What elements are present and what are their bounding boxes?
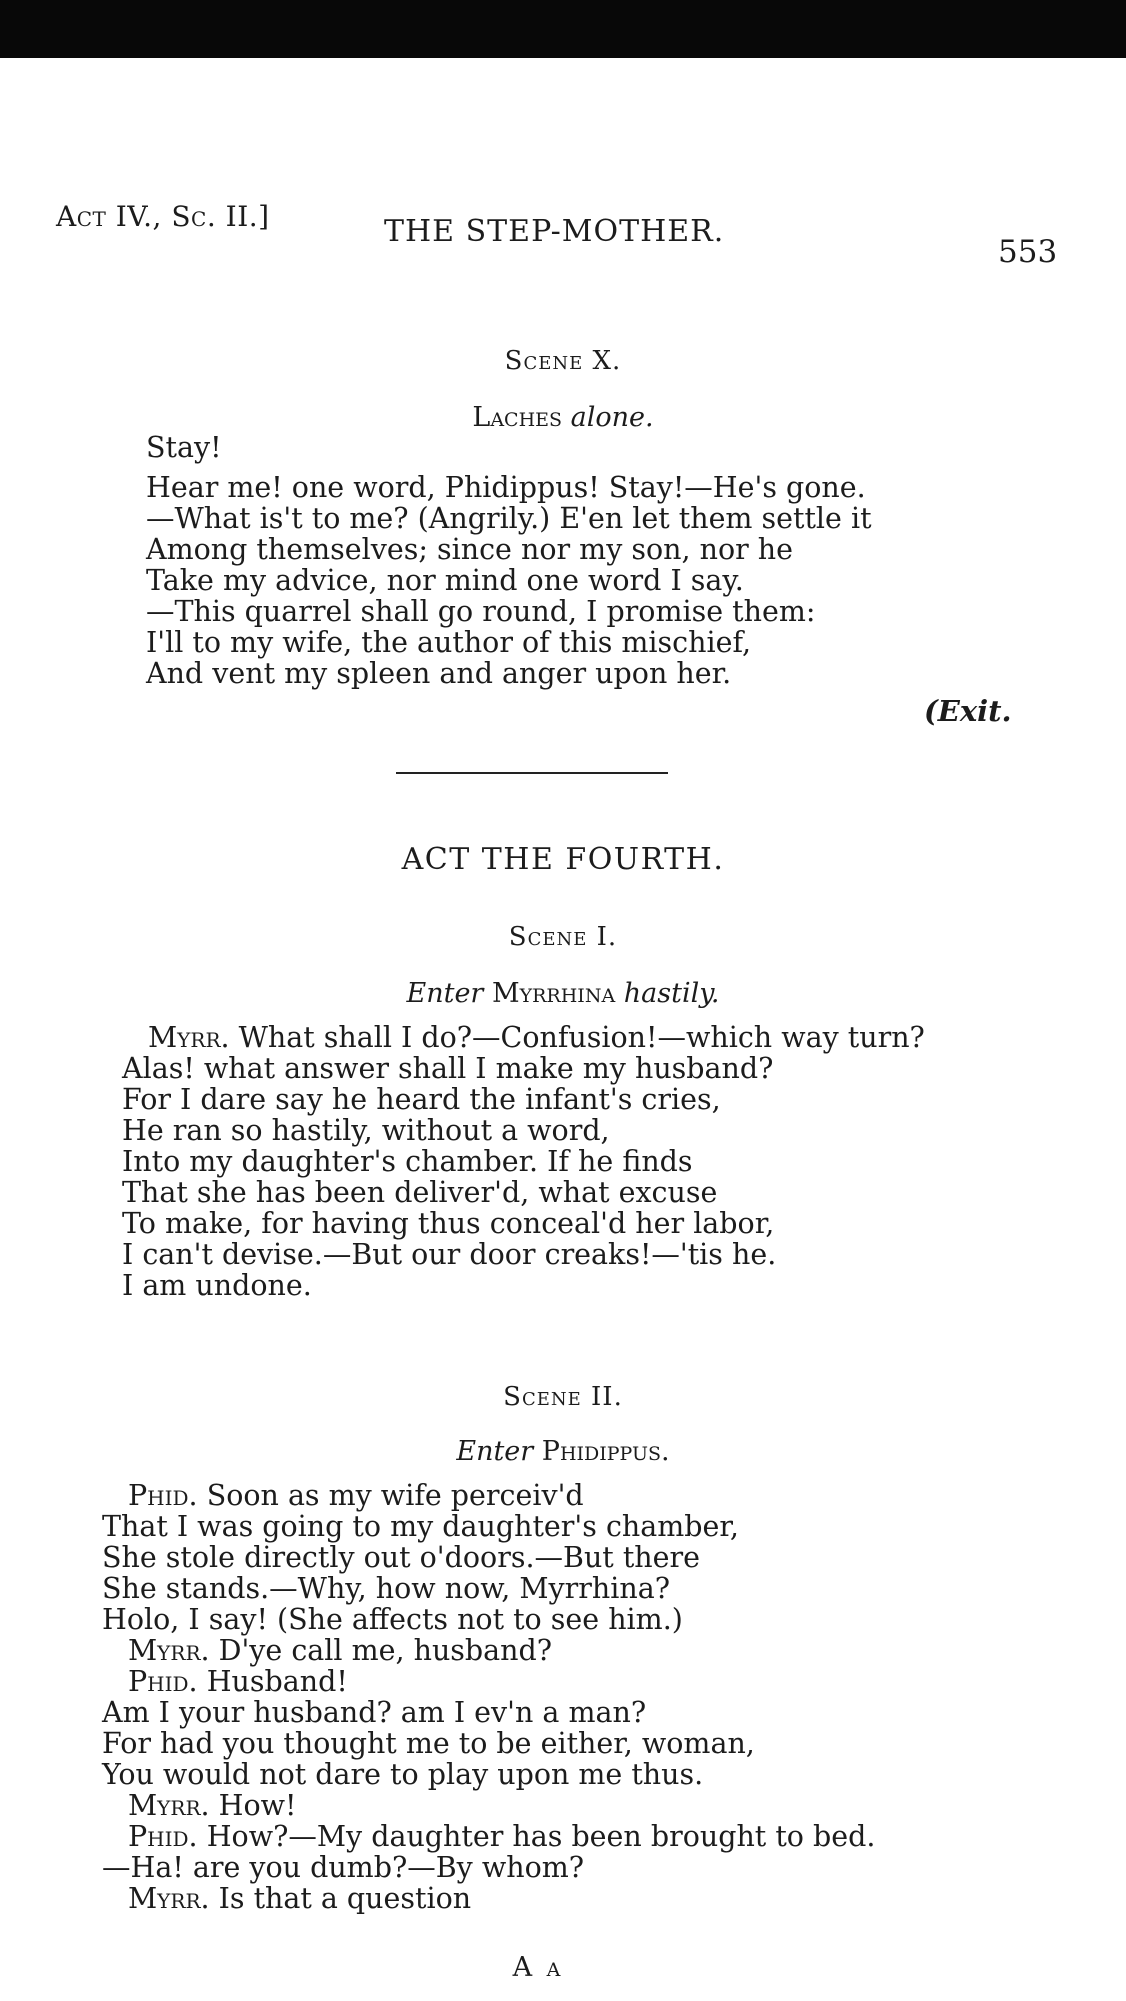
verse-line — [102, 1480, 875, 1511]
verse-line — [102, 1790, 875, 1821]
stage-note: alone. — [570, 402, 654, 433]
scene-ii-heading: Scene II. — [503, 1382, 623, 1412]
speaker-name: Phid. — [128, 1820, 198, 1853]
speaker-name: Myrr. — [128, 1789, 210, 1822]
scene-x-stage-direction — [0, 402, 1126, 433]
scene-x-heading: Scene X. — [504, 346, 622, 376]
verse-line: I can't devise.—But our door creaks!—'tis he. — [122, 1238, 777, 1271]
verse-line: To make, for having thus conceal'd her labor, — [122, 1207, 775, 1240]
verse-line: For I dare say he heard the infant's cries, — [122, 1083, 721, 1116]
verse-line: She stands.—Why, how now, Myrrhina? — [102, 1572, 670, 1605]
verse-line: That I was going to my daughter's chamber, — [102, 1510, 739, 1543]
verse-line: Into my daughter's chamber. If he finds — [122, 1145, 693, 1178]
exit-direction: (Exit. — [924, 694, 1012, 728]
scene-i-stage-direction — [0, 978, 1126, 1009]
verse-line: —Ha! are you dumb?—By whom? — [102, 1851, 585, 1884]
stage-note: hastily. — [623, 978, 720, 1009]
verse-line: For had you thought me to be either, woman, — [102, 1727, 755, 1760]
verse-line: —This quarrel shall go round, I promise them: — [146, 595, 816, 628]
verse-line — [102, 1666, 875, 1697]
speaker-name: Myrr. — [128, 1882, 210, 1915]
verse-line: She stole directly out o'doors.—But there — [102, 1541, 700, 1574]
page-number: 553 — [998, 234, 1058, 270]
scene-ii-stage-direction — [0, 1436, 1126, 1467]
line-text: D'ye call me, husband? — [218, 1634, 553, 1667]
verse-line: I am undone. — [122, 1269, 312, 1302]
running-head — [56, 196, 1058, 270]
stage-enter: Enter — [456, 1436, 534, 1467]
verse-line: He ran so hastily, without a word, — [122, 1114, 610, 1147]
line-text: How! — [218, 1789, 297, 1822]
signature-mark: A a — [512, 1952, 564, 1983]
verse-line — [122, 1022, 925, 1053]
verse-line — [102, 1821, 875, 1852]
running-head-title: THE STEP-MOTHER. — [384, 214, 725, 249]
verse-line — [102, 1635, 875, 1666]
verse-line: That she has been deliver'd, what excuse — [122, 1176, 718, 1209]
scene-x-verse — [146, 432, 872, 689]
line-text: How?—My daughter has been brought to bed. — [206, 1820, 876, 1853]
line-text: Is that a question — [218, 1882, 472, 1915]
speaker-name: Phid. — [128, 1479, 198, 1512]
verse-line: —What is't to me? (Angrily.) E'en let them settle it — [146, 502, 872, 535]
speaker-name: Phid. — [128, 1665, 198, 1698]
verse-line: Take my advice, nor mind one word I say. — [146, 564, 744, 597]
verse-line: Holo, I say! (She affects not to see him.) — [102, 1603, 683, 1636]
verse-line: And vent my spleen and anger upon her. — [146, 657, 732, 690]
running-head-act: Act IV., Sc. II.] — [56, 200, 270, 233]
verse-line: Am I your husband? am I ev'n a man? — [102, 1696, 647, 1729]
stage-character: Phidippus. — [541, 1436, 670, 1467]
verse-line: Alas! what answer shall I make my husband? — [122, 1052, 774, 1085]
verse-line: Hear me! one word, Phidippus! Stay!—He's gone. — [146, 471, 866, 504]
line-text: What shall I do?—Confusion!—which way turn? — [238, 1021, 925, 1054]
verse-line: You would not dare to play upon me thus. — [102, 1758, 704, 1791]
verse-line: Stay! — [146, 431, 222, 464]
stage-character: Laches — [472, 402, 563, 433]
scene-i-verse — [122, 1022, 925, 1301]
line-text: Husband! — [206, 1665, 348, 1698]
verse-line — [102, 1883, 875, 1914]
stage-character: Myrrhina — [491, 978, 616, 1009]
speaker-name: Myrr. — [128, 1634, 210, 1667]
section-divider — [396, 772, 668, 774]
line-text: Soon as my wife perceiv'd — [206, 1479, 584, 1512]
speaker-name: Myrr. — [148, 1021, 230, 1054]
verse-line: Among themselves; since nor my son, nor he — [146, 533, 794, 566]
scene-i-heading: Scene I. — [508, 922, 618, 952]
stage-enter: Enter — [406, 978, 484, 1009]
verse-line: I'll to my wife, the author of this mischief, — [146, 626, 752, 659]
act-heading: ACT THE FOURTH. — [401, 842, 725, 877]
scene-ii-verse — [102, 1480, 875, 1914]
